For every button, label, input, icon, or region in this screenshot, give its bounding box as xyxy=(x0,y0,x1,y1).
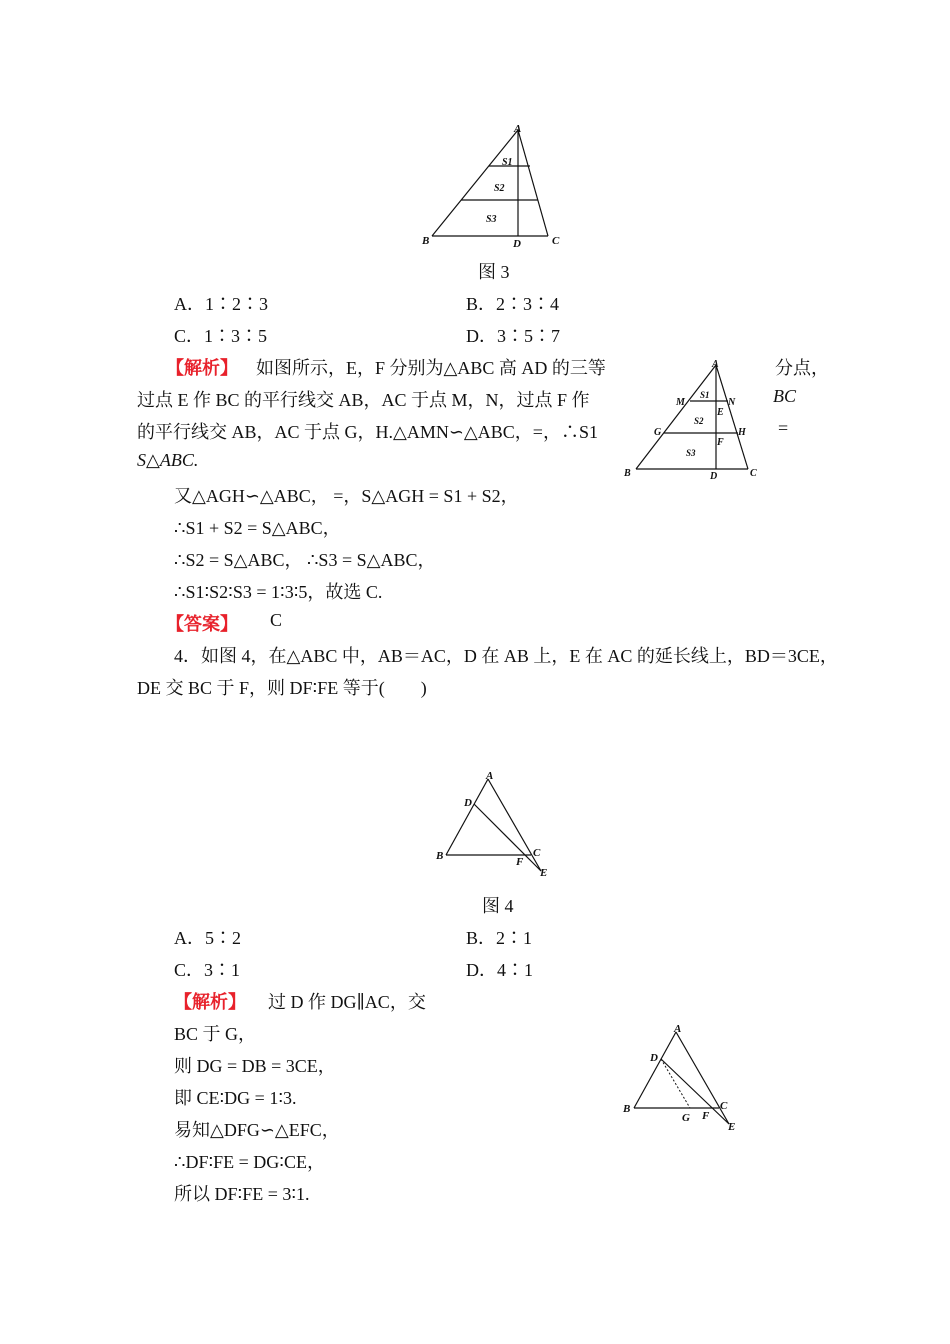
q4-solution-line5: 易知△DFG∽△EFC， xyxy=(174,1120,340,1140)
fig3b-label-c: C xyxy=(750,468,757,479)
figure-3-diagram xyxy=(420,120,570,250)
fig3-label-a: A xyxy=(514,123,522,135)
figure-4-diagram xyxy=(430,765,560,885)
fig4b-label-f: F xyxy=(702,1110,710,1122)
q3-solution-line8: ∴S1∶S2∶S3 = 1∶3∶5，故选 C. xyxy=(174,582,383,602)
fig3-label-d: D xyxy=(513,238,521,250)
q3-answer-tag: 【答案】 xyxy=(166,614,238,634)
figure-4-caption: 图 4 xyxy=(482,896,514,916)
fig4-label-f: F xyxy=(516,856,524,868)
q3-solution-line5: 又△AGH∽△ABC， =，S△AGH = S1 + S2， xyxy=(174,486,519,506)
fig4-label-a: A xyxy=(486,770,494,782)
fig3b-label-s2: S2 xyxy=(694,416,704,426)
q4-option-c: C．3∶1 xyxy=(174,960,241,980)
figure-3-solution-diagram xyxy=(620,355,770,485)
fig4-label-c: C xyxy=(533,847,541,859)
fig4-label-e: E xyxy=(540,867,548,879)
fig3b-label-h: H xyxy=(738,427,746,438)
q4-stem-line2: DE 交 BC 于 F，则 DF∶FE 等于( ) xyxy=(137,678,427,698)
fig3-label-c: C xyxy=(552,235,560,247)
figure-4-solution-diagram xyxy=(618,1020,748,1140)
q3-solution-tag: 【解析】 xyxy=(166,358,238,378)
q4-solution-line4: 即 CE∶DG = 1∶3. xyxy=(174,1088,297,1108)
q4-option-d: D．4∶1 xyxy=(466,960,533,980)
fig4-label-d: D xyxy=(464,797,472,809)
fig3b-label-d: D xyxy=(710,471,718,482)
fig3b-label-e: E xyxy=(717,407,724,418)
q3-option-d: D．3∶5∶7 xyxy=(466,326,560,346)
q3-solution-line2b: BC xyxy=(773,386,797,406)
fig3b-label-g: G xyxy=(654,427,662,438)
q4-option-b: B．2∶1 xyxy=(466,928,533,948)
q3-option-b: B．2∶3∶4 xyxy=(466,294,560,314)
fig4b-label-b: B xyxy=(623,1103,631,1115)
q4-solution-line1: 过 D 作 DG∥AC，交 xyxy=(268,992,426,1012)
figure-3-caption: 图 3 xyxy=(478,262,510,282)
fig3-label-s1: S1 xyxy=(502,157,513,168)
fig3b-label-a: A xyxy=(712,359,719,370)
q3-solution-line1b: 分点， xyxy=(775,358,829,378)
q4-solution-line6: ∴DF∶FE = DG∶CE， xyxy=(174,1152,325,1172)
fig4b-label-a: A xyxy=(674,1023,682,1035)
q3-solution-line3b: = xyxy=(778,418,789,438)
q3-solution-line2a: 过点 E 作 BC 的平行线交 AB，AC 于点 M，N，过点 F 作 xyxy=(137,390,590,410)
q3-solution-line7: ∴S2 = S△ABC， ∴S3 = S△ABC， xyxy=(174,550,436,570)
fig4b-label-d: D xyxy=(650,1052,658,1064)
fig3b-label-m: M xyxy=(676,397,685,408)
q3-solution-line4: S△ABC. xyxy=(137,450,199,470)
fig4b-label-c: C xyxy=(720,1100,728,1112)
fig3b-label-s1: S1 xyxy=(700,390,710,400)
q3-option-a: A．1∶2∶3 xyxy=(174,294,268,314)
q4-solution-line2: BC 于 G， xyxy=(174,1024,257,1044)
fig3b-label-b: B xyxy=(624,468,631,479)
q3-solution-line1a: 如图所示，E，F 分别为△ABC 高 AD 的三等 xyxy=(256,358,606,378)
fig3b-label-n: N xyxy=(728,397,736,408)
fig4-label-b: B xyxy=(436,850,444,862)
fig3-label-b: B xyxy=(422,235,430,247)
q4-option-a: A．5∶2 xyxy=(174,928,241,948)
q3-solution-line6: ∴S1 + S2 = S△ABC， xyxy=(174,518,341,538)
fig4b-label-e: E xyxy=(728,1121,736,1133)
q3-answer-value: C xyxy=(270,610,283,630)
q4-solution-tag: 【解析】 xyxy=(174,992,246,1012)
q4-solution-line7: 所以 DF∶FE = 3∶1. xyxy=(174,1184,310,1204)
fig3-label-s3: S3 xyxy=(486,214,497,225)
q4-solution-line3: 则 DG = DB = 3CE， xyxy=(174,1056,336,1076)
fig4b-label-g: G xyxy=(682,1112,690,1124)
q3-solution-line3a: 的平行线交 AB，AC 于点 G，H.△AMN∽△ABC，=，∴S1 xyxy=(137,422,598,442)
fig3-label-s2: S2 xyxy=(494,183,505,194)
fig3b-label-f: F xyxy=(717,437,724,448)
q3-option-c: C．1∶3∶5 xyxy=(174,326,268,346)
q4-stem-line1: 4．如图 4，在△ABC 中，AB＝AC，D 在 AB 上，E 在 AC 的延长线上，BD＝3CE， xyxy=(174,646,838,666)
fig3b-label-s3: S3 xyxy=(686,448,696,458)
